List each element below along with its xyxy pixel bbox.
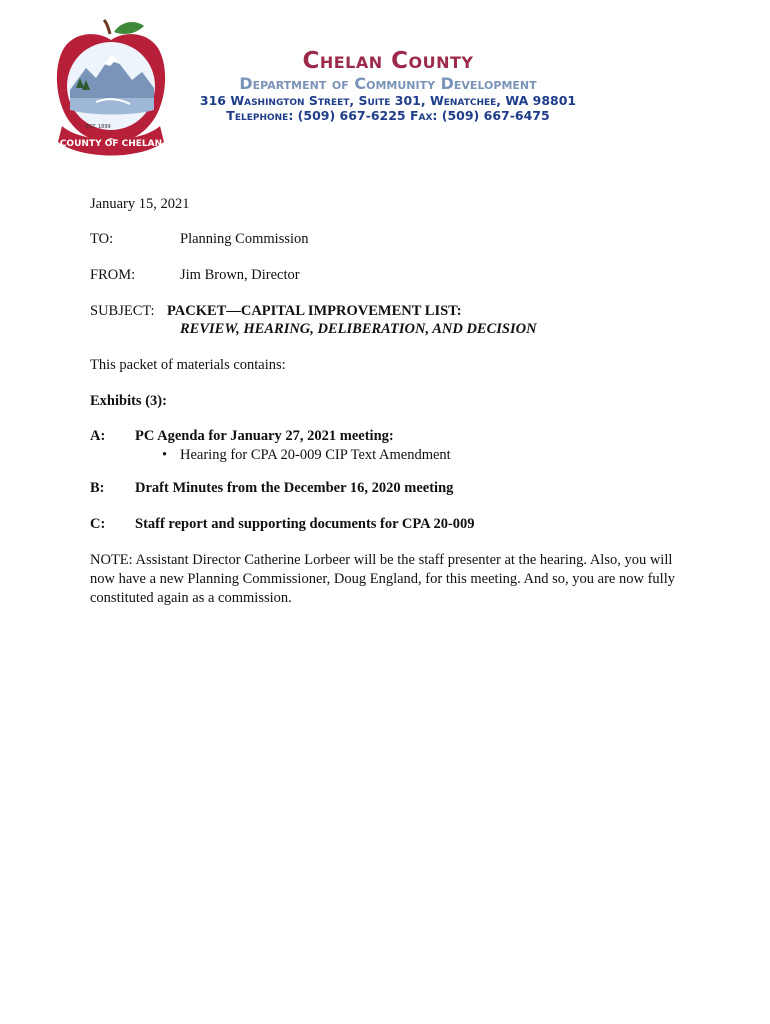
- to-label: TO:: [90, 231, 114, 247]
- exhibit-letter: C:: [90, 516, 106, 532]
- intro-text: This packet of materials contains:: [90, 357, 286, 373]
- exhibit-title: PC Agenda for January 27, 2021 meeting:: [135, 428, 394, 444]
- to-value: Planning Commission: [180, 231, 309, 247]
- from-label: FROM:: [90, 267, 136, 283]
- exhibit-letter: A:: [90, 428, 106, 444]
- subject-line-1: PACKET—CAPITAL IMPROVEMENT LIST:: [167, 303, 462, 319]
- note-paragraph: NOTE: Assistant Director Catherine Lorbeer will be the staff presenter at the hearing. Also, you will now have a new Planning Commissioner, Doug England, for this meeting. And so, you are now fully constituted again as a commission.: [90, 552, 675, 606]
- department-name: Department of Community Development: [239, 74, 537, 93]
- phone-line: Telephone: (509) 667-6225 Fax: (509) 667-6475: [226, 108, 550, 123]
- exhibit-bullet-item: Hearing for CPA 20-009 CIP Text Amendment: [180, 447, 451, 463]
- memo-date: January 15, 2021: [90, 196, 190, 212]
- from-value: Jim Brown, Director: [180, 267, 300, 283]
- seal-est-text: EST. 1899: [86, 124, 111, 130]
- county-name: Chelan County: [302, 48, 474, 74]
- subject-line-2: REVIEW, HEARING, DELIBERATION, AND DECISION: [180, 321, 537, 337]
- exhibit-letter: B:: [90, 480, 105, 496]
- exhibit-title: Staff report and supporting documents for CPA 20-009: [135, 516, 475, 532]
- address-line: 316 Washington Street, Suite 301, Wenatchee, WA 98801: [199, 93, 577, 108]
- county-seal-logo: [52, 18, 170, 168]
- letterhead: [168, 48, 608, 123]
- seal-banner-text: COUNTY OF CHELAN: [59, 139, 163, 149]
- subject-label: SUBJECT:: [90, 303, 155, 319]
- bullet-dot: •: [162, 447, 168, 463]
- exhibit-title: Draft Minutes from the December 16, 2020 meeting: [135, 480, 454, 496]
- exhibits-heading: Exhibits (3):: [90, 393, 167, 409]
